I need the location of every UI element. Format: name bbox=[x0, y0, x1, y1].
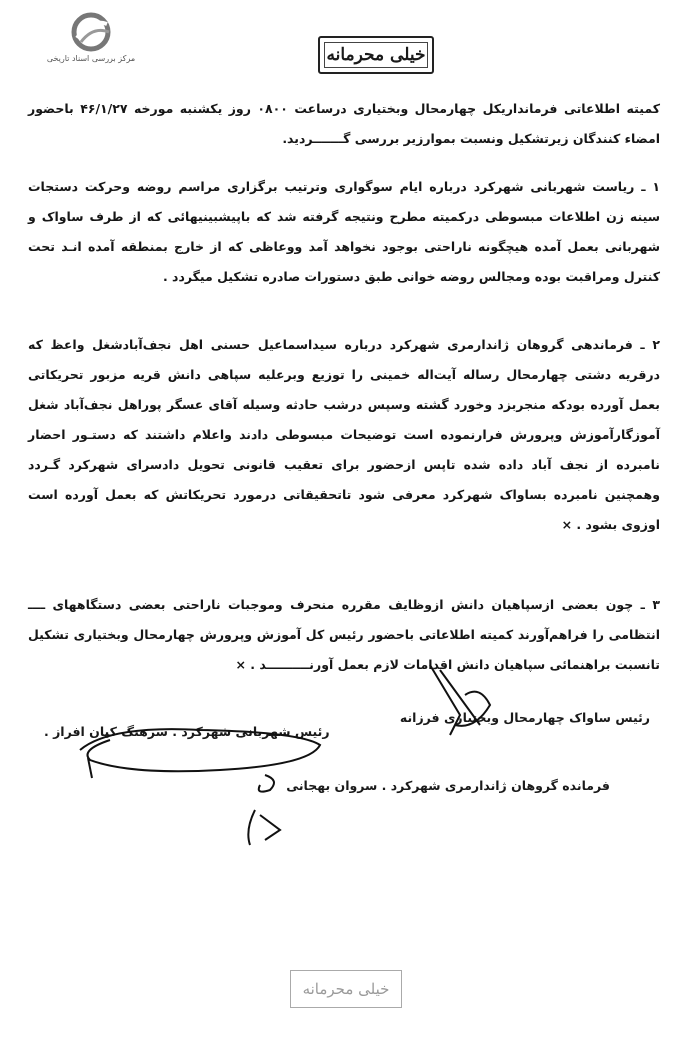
classification-stamp: خیلی محرمانه bbox=[318, 36, 434, 74]
signature-scribble-savak bbox=[420, 655, 500, 745]
intro-paragraph: کمیته اطلاعاتی فرمانداریکل چهارمحال وبختیاری درساعت ۰۸۰۰ روز یکشنبه مورخه ۴۶/۱/۲۷ باحضور امضاء کنندگان زیرتشکیل ونسبت بموارزیر بررسی گـــــــردید. bbox=[28, 101, 660, 146]
logo-caption: مرکز بررسی اسناد تاریخی bbox=[46, 54, 136, 63]
signature-scribble-gendarmerie bbox=[225, 770, 295, 850]
footer-classification-stamp: خیلی محرمانه bbox=[290, 970, 402, 1008]
item-3-paragraph: ۳ ـ چون بعضی ازسپاهیان دانش ازوظایف مقرره منحرف وموجبات ناراحتی بعضی دستگاههای ــــ انتظامی را فراهم‌آورند کمیته اطلاعاتی باحضور رئیس کل آموزش وپرورش چهارمحال وبختیاری تشکیل تانسبت براهنمائی سپاهیان دانش اقدامات لازم بعمل آورنــــــــــد . × bbox=[28, 597, 660, 672]
signature-savak: رئیس ساواک چهارمحال وبختیاری فرزانه bbox=[399, 710, 650, 725]
archive-logo bbox=[26, 12, 156, 72]
item-1-paragraph: ۱ ـ ریاست شهربانی شهرکرد درباره ایام سوگواری وترتیب برگزاری مراسم روضه وحرکت دستجات سینه زن اطلاعات مبسوطی درکمیته مطرح ونتیجه گرفته شد که باپیشبینیهائی که از طرف ساواک و شهربانی بعمل آمده هیچگونه ناراحتی بوجود نخواهد آمد ووعاظی که از خارج بمنطقه آمده انـد تحت کنترل ومراقبت بوده ومجالس روضه خوانی طبق دستورات صادره تشکیل میگردد . bbox=[28, 179, 660, 284]
item-2-paragraph: ۲ ـ فرماندهی گروهان ژاندارمری شهرکرد درباره سیداسماعیل حسنی اهل نجف‌آبادشغل واعظ که درقریه دشتی چهارمحال رساله آیت‌اله خمینی را توزیع وبرعلیه سپاهی دانش قریه مزبور تحریکاتی بعمل آورده بودکه منجربزد وخورد گشته وسپس درشب حادثه وسیله آقای عسگر پوراهل نجف‌آباد شغل آموزگارآموزش وپرورش فرارنموده است توضیحات مبسوطی دادند واعلام داشتند که دستـور احضار نامبرده از نجف آباد داده شده تاپس ازحضور برای تعقیب قانونی تحویل دادسرای شهرکرد گـردد وهمچنین نامبرده بساواک شهرکرد معرفی شود تاتحقیقاتی درمورد تحریکاتش که بعمل آورده است اوزوی بشود . × bbox=[28, 337, 660, 532]
archive-center-logo-icon bbox=[63, 12, 119, 52]
signature-gendarmerie: فرمانده گروهان ژاندارمری شهرکرد . سروان بهجانی bbox=[286, 778, 610, 793]
signature-police: رئیس شهربانی شهرکرد . سرهنگ کیان افراز . bbox=[44, 724, 330, 739]
